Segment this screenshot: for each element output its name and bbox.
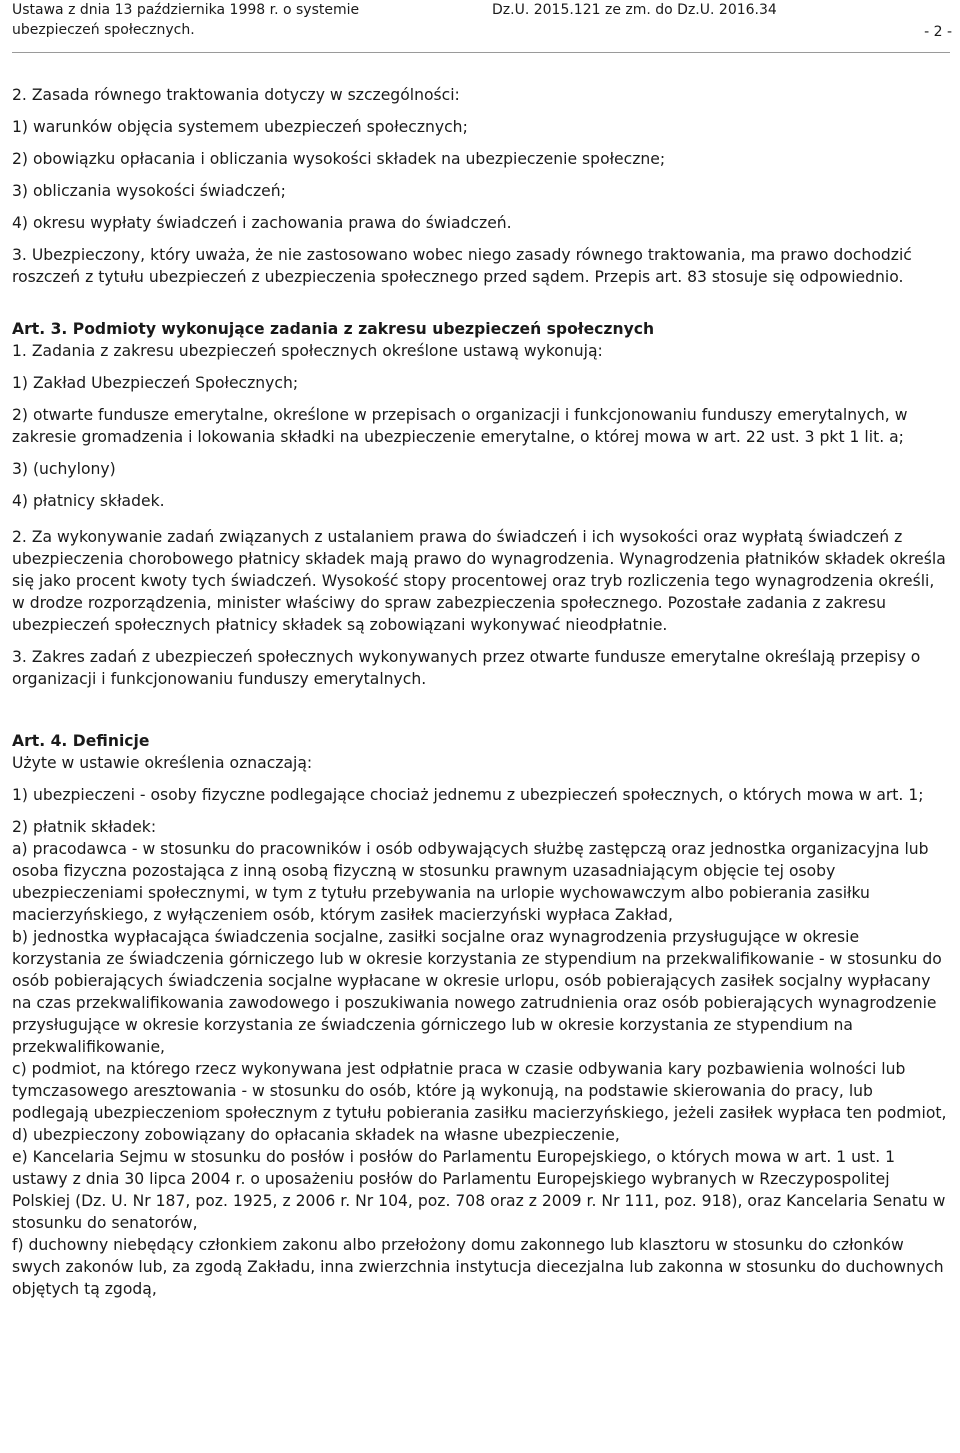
list-item: 1) warunków objęcia systemem ubezpieczeń społecznych; — [12, 118, 468, 136]
list-item: 1) Zakład Ubezpieczeń Społecznych; — [12, 374, 299, 392]
list-item: 1) ubezpieczeni - osoby fizyczne podlegające chociaż jednemu z ubezpieczeń społecznych, o których mowa w art. 1; — [12, 786, 924, 804]
header-divider — [12, 52, 950, 53]
page-header — [12, 0, 952, 50]
header-act-title-line1: Ustawa z dnia 13 października 1998 r. o systemie — [12, 2, 360, 18]
header-journal-reference: Dz.U. 2015.121 ze zm. do Dz.U. 2016.34 — [492, 2, 777, 18]
list-item: 4) płatnicy składek. — [12, 492, 165, 510]
paragraph: 3. Ubezpieczony, który uważa, że nie zastosowano wobec niego zasady równego traktowania, ma prawo dochodzić roszczeń z tytułu ubezpieczeń z ubezpieczenia społecznego przed sądem. Przepis art. 83 stosuje się odpowiednio. — [12, 246, 912, 286]
list-item: 3) obliczania wysokości świadczeń; — [12, 182, 286, 200]
list-item: e) Kancelaria Sejmu w stosunku do posłów i posłów do Parlamentu Europejskiego, o których mowa w art. 1 ust. 1 ustawy z dnia 30 lipca 2004 r. o uposażeniu posłów do Parlamentu Europejskiego wybranych w Rzeczypospolitej Polskiej (Dz. U. Nr 187, poz. 1925, z 2006 r. Nr 104, poz. 708 oraz z 2009 r. Nr 111, poz. 918), oraz Kancelaria Senatu w stosunku do senatorów, — [12, 1148, 946, 1232]
header-act-title-line2: ubezpieczeń społecznych. — [12, 22, 195, 38]
header-act-title — [12, 0, 372, 40]
paragraph: Użyte w ustawie określenia oznaczają: — [12, 754, 313, 772]
list-item: b) jednostka wypłacająca świadczenia socjalne, zasiłki socjalne oraz wynagrodzenia przysługujące w okresie korzystania ze świadczenia górniczego lub w okresie korzystania ze stypendium na przekwalifikowanie - w stosunku do osób pobierających świadczenia socjalne wypłacane w okresie urlopu, osób pobierających zasiłek socjalny wypłacany na czas przekwalifikowania zawodowego i poszukiwania nowego zatrudnienia oraz osób pobierających wynagrodzenie przysługujące w okresie korzystania ze świadczenia górniczego lub w okresie korzystania ze stypendium na przekwalifikowanie, — [12, 928, 942, 1056]
paragraph: 1. Zadania z zakresu ubezpieczeń społecznych określone ustawą wykonują: — [12, 342, 603, 360]
list-item: 2) płatnik składek: — [12, 818, 157, 836]
list-item: 3) (uchylony) — [12, 460, 116, 478]
list-item: d) ubezpieczony zobowiązany do opłacania składek na własne ubezpieczenie, — [12, 1126, 620, 1144]
article-4-heading: Art. 4. Definicje — [12, 732, 150, 750]
paragraph: 2. Za wykonywanie zadań związanych z ustalaniem prawa do świadczeń i ich wysokości oraz wypłatą świadczeń z ubezpieczenia chorobowego płatnicy składek mają prawo do wynagrodzenia. Wynagrodzenia płatników składek określa się jako procent kwoty tych świadczeń. Wysokość stopy procentowej oraz tryb rozliczenia tego wynagrodzenia określi, w drodze rozporządzenia, minister właściwy do spraw zabezpieczenia społecznego. Pozostałe zadania z zakresu ubezpieczeń społecznych płatnicy składek są zobowiązani wykonywać nieodpłatnie. — [12, 528, 946, 634]
list-item: c) podmiot, na którego rzecz wykonywana jest odpłatnie praca w czasie odbywania kary pozbawienia wolności lub tymczasowego aresztowania - w stosunku do osób, które ją wykonują, na podstawie skierowania do pracy, lub podlegają ubezpieczeniom społecznym z tytułu pobierania zasiłku macierzyńskiego, jeżeli zasiłek wypłaca ten podmiot, — [12, 1060, 947, 1122]
article-3-heading: Art. 3. Podmioty wykonujące zadania z zakresu ubezpieczeń społecznych — [12, 320, 655, 338]
paragraph: 2. Zasada równego traktowania dotyczy w szczególności: — [12, 86, 460, 104]
list-item: 4) okresu wypłaty świadczeń i zachowania prawa do świadczeń. — [12, 214, 512, 232]
list-item: f) duchowny niebędący członkiem zakonu albo przełożony domu zakonnego lub klasztoru w stosunku do członków swych zakonów lub, za zgodą Zakładu, inna zwierzchnia instytucja diecezjalna lub zakonna w stosunku do duchownych objętych tą zgodą, — [12, 1236, 944, 1298]
list-item: 2) obowiązku opłacania i obliczania wysokości składek na ubezpieczenie społeczne; — [12, 150, 666, 168]
page-number: - 2 - — [924, 24, 952, 40]
list-item: a) pracodawca - w stosunku do pracowników i osób odbywających służbę zastępczą oraz jednostka organizacyjna lub osoba fizyczna pozostająca z inną osobą fizyczną w stosunku prawnym uzasadniającym objęcie tej osoby ubezpieczeniami społecznymi, w tym z tytułu przebywania na urlopie wychowawczym albo pobierania zasiłku macierzyńskiego, z wyłączeniem osób, którym zasiłek macierzyński wypłaca Zakład, — [12, 840, 929, 924]
paragraph: 3. Zakres zadań z ubezpieczeń społecznych wykonywanych przez otwarte fundusze emerytalne określają przepisy o organizacji i funkcjonowaniu funduszy emerytalnych. — [12, 648, 921, 688]
list-item: 2) otwarte fundusze emerytalne, określone w przepisach o organizacji i funkcjonowaniu funduszy emerytalnych, w zakresie gromadzenia i lokowania składki na ubezpieczenie emerytalne, o której mowa w art. 22 ust. 3 pkt 1 lit. a; — [12, 406, 908, 446]
document-body — [12, 84, 948, 1300]
